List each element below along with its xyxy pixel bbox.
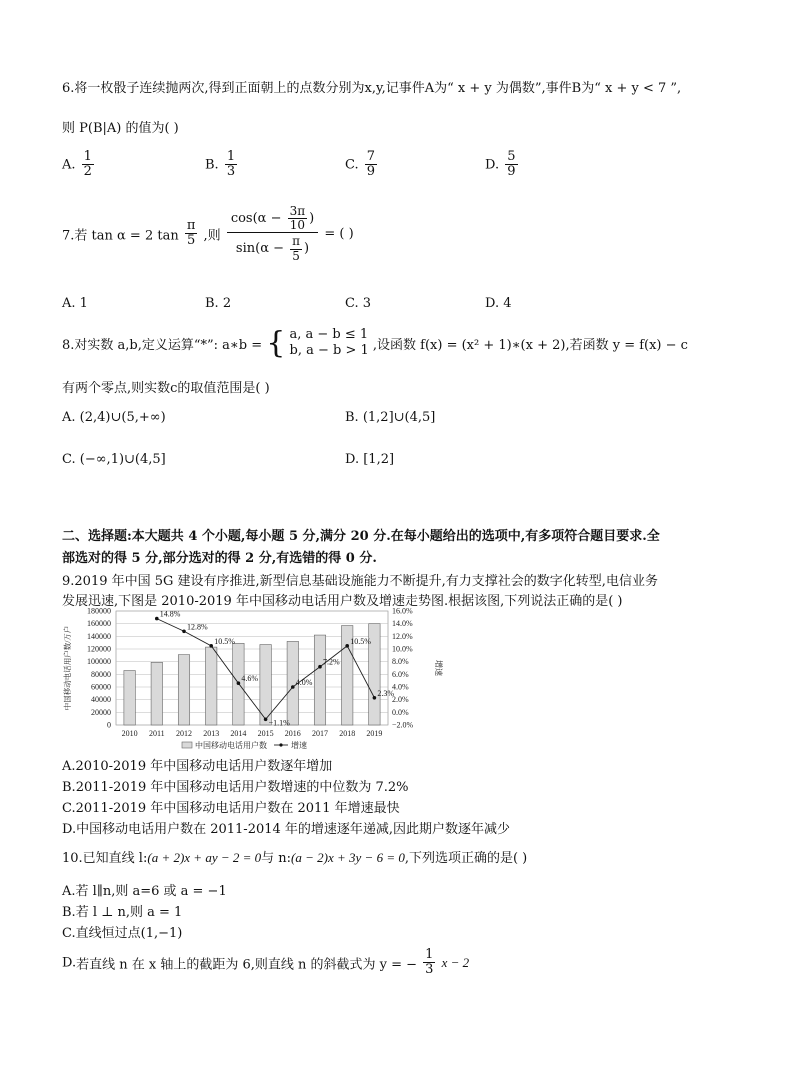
q9-option-b[interactable]: B.2011-2019 年中国移动电话用户数增速的中位数为 7.2%: [62, 780, 409, 795]
q9-option-a[interactable]: A.2010-2019 年中国移动电话用户数逐年增加: [62, 759, 333, 774]
growth-label: −1.1%: [268, 718, 290, 728]
q9-stem-line2: 发展迅速,下图是 2010-2019 年中国移动电话用户数及增速走势图.根据该图,下列说法正确的是( ): [62, 594, 623, 609]
growth-label: 7.2%: [323, 657, 340, 667]
q10-option-d[interactable]: D.若直线 n 在 x 轴上的截距为 6,则直线 n 的斜截式为 y = − $\frac{1}{3}$ x − 2: [62, 947, 470, 978]
x-tick-label: 2010: [121, 729, 138, 738]
y2-tick-label: 2.0%: [392, 695, 409, 705]
x-tick-label: 2013: [203, 729, 220, 738]
q6-option-d[interactable]: D. $\frac{5}{9}$: [485, 149, 516, 180]
y-tick-label: 80000: [91, 669, 111, 679]
growth-label: 10.5%: [350, 636, 371, 646]
bar: [151, 662, 162, 725]
q7-option-b[interactable]: B. 2: [205, 296, 232, 311]
bar: [260, 645, 271, 725]
growth-label: 12.8%: [187, 622, 208, 632]
y-tick-label: 120000: [87, 644, 111, 654]
y2-tick-label: 0.0%: [392, 707, 409, 717]
q8-stem: 8.对实数 a,b,定义运算“*”: a∗b = { a, a − b ≤ 1 b, a − b > 1 ,设函数 f(x) = (x² + 1)∗(x + 2),若函数 y = f(x) − c: [62, 325, 688, 361]
q10-option-b[interactable]: B.若 l ⊥ n,则 a = 1: [62, 905, 183, 920]
y2-tick-label: 8.0%: [392, 657, 409, 667]
growth-point: [291, 685, 295, 689]
legend-line-label: 增速: [291, 741, 307, 750]
growth-point: [155, 617, 159, 621]
q7-stem: 7.若 tan α = 2 tan $\frac{\pi}{5}$ ,则 cos(α − $\frac{3\pi}{10}$ ) sin(α − $\frac{\pi}{5}$ ) = ( ): [62, 204, 354, 263]
q7-option-a[interactable]: A. 1: [62, 296, 88, 311]
q9-chart: [62, 604, 442, 754]
y2-tick-label: 14.0%: [392, 619, 413, 629]
growth-label: 2.3%: [377, 688, 395, 698]
y-axis-title: 中国移动电话用户数/万户: [63, 625, 72, 711]
q6-stem-line2: 则 P(B|A) 的值为( ): [62, 121, 179, 136]
y-tick-label: 180000: [87, 606, 111, 616]
x-tick-label: 2015: [257, 729, 274, 738]
x-tick-label: 2017: [312, 729, 328, 738]
y-tick-label: 20000: [91, 707, 111, 717]
q10-stem: 10.已知直线 l:(a + 2)x + ay − 2 = 0与 n:(a − 2)x + 3y − 6 = 0,下列选项正确的是( ): [62, 850, 528, 866]
growth-point: [264, 718, 268, 722]
growth-label: 10.5%: [214, 636, 235, 646]
chart-line: [155, 610, 394, 728]
q7-big-fraction: cos(α − $\frac{3\pi}{10}$ ) sin(α − $\frac{\pi}{5}$ ): [227, 205, 318, 263]
y-tick-label: 140000: [87, 631, 111, 641]
x-tick-label: 2019: [366, 729, 383, 738]
q6-option-c[interactable]: C. $\frac{7}{9}$: [345, 149, 376, 180]
q10-option-c[interactable]: C.直线恒过点(1,−1): [62, 926, 183, 941]
y-tick-label: 160000: [87, 619, 111, 629]
q8-line2: 有两个零点,则实数c的取值范围是( ): [62, 381, 270, 396]
section2-heading-line2: 部选对的得 5 分,部分选对的得 2 分,有选错的得 0 分.: [62, 551, 377, 566]
q8-option-c[interactable]: C. (−∞,1)∪(4,5]: [62, 452, 166, 467]
q9-option-c[interactable]: C.2011-2019 年中国移动电话用户数在 2011 年增速最快: [62, 801, 400, 816]
bar: [124, 671, 135, 725]
x-tick-label: 2016: [284, 729, 301, 738]
legend-bar-label: 中国移动电话用户数: [195, 741, 267, 750]
legend-line-point: [279, 743, 282, 746]
growth-point: [318, 665, 322, 669]
q10-option-a[interactable]: A.若 l∥n,则 a=6 或 a = −1: [62, 884, 227, 899]
y2-tick-label: 10.0%: [392, 644, 413, 654]
q6-option-b[interactable]: B. $\frac{1}{3}$: [205, 149, 236, 180]
y-tick-label: 40000: [91, 695, 111, 705]
growth-label: 4.6%: [241, 674, 259, 684]
q8-option-a[interactable]: A. (2,4)∪(5,+∞): [62, 410, 166, 425]
x-tick-label: 2018: [339, 729, 356, 738]
x-tick-label: 2012: [176, 729, 192, 738]
bar: [205, 647, 216, 725]
x-tick-label: 2011: [148, 729, 165, 738]
q9-stem-line1: 9.2019 年中国 5G 建设有序推进,新型信息基础设施能力不断提升,有力支撑社会的数字化转型,电信业务: [62, 574, 658, 589]
q6-stem-line1: 6.将一枚骰子连续抛两次,得到正面朝上的点数分别为x,y,记事件A为“ x + y 为偶数”,事件B为“ x + y < 7 ”,: [62, 81, 682, 96]
y-tick-label: 100000: [87, 657, 111, 667]
q9-option-d[interactable]: D.中国移动电话用户数在 2011-2014 年的增速逐年递减,因此期户数逐年减少: [62, 822, 511, 837]
y2-tick-label: −2.0%: [392, 720, 414, 730]
q6-option-a[interactable]: A. $\frac{1}{2}$: [62, 149, 92, 180]
bar: [178, 655, 189, 725]
growth-point: [182, 629, 186, 633]
growth-label: 4.0%: [295, 678, 313, 687]
q7-option-c[interactable]: C. 3: [345, 296, 372, 311]
q8-option-d[interactable]: D. [1,2]: [345, 452, 395, 467]
y2-tick-label: 16.0%: [392, 606, 413, 616]
growth-label: 14.8%: [159, 609, 181, 619]
y-tick-label: 60000: [91, 682, 111, 692]
bar: [314, 635, 325, 725]
q8-option-b[interactable]: B. (1,2]∪(4,5]: [345, 410, 436, 425]
y2-axis-title: 增速: [434, 660, 443, 676]
q7-option-d[interactable]: D. 4: [485, 296, 512, 311]
legend-bar-swatch: [182, 742, 192, 748]
x-tick-label: 2014: [230, 729, 247, 738]
y2-tick-label: 4.0%: [392, 682, 409, 692]
y-tick-label: 0: [107, 720, 111, 730]
growth-point: [373, 696, 377, 700]
growth-point: [345, 644, 349, 648]
growth-point: [209, 644, 213, 648]
section2-heading-line1: 二、选择题:本大题共 4 个小题,每小题 5 分,满分 20 分.在每小题给出的选项中,有多项符合题目要求.全: [62, 529, 660, 544]
y2-tick-label: 6.0%: [392, 669, 409, 679]
y2-tick-label: 12.0%: [392, 631, 413, 641]
growth-point: [237, 681, 241, 685]
